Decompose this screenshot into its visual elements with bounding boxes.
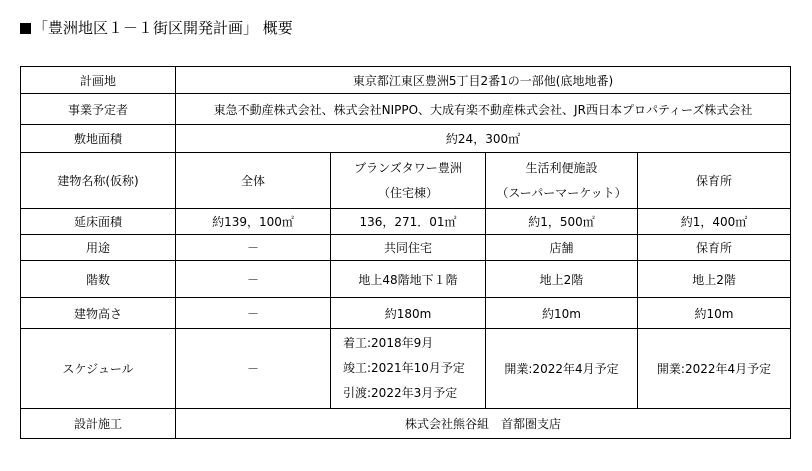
table-row-builder [21,409,791,439]
use-nursery: 保育所 [638,235,791,261]
row-label-site: 計画地 [21,67,176,94]
building-name-nursery: 保育所 [638,153,791,209]
schedule-tower [331,329,486,409]
row-label-builder: 設計施工 [21,409,176,439]
use-all: － [176,235,331,261]
table-row-developer [21,94,791,125]
height-facility: 約10m [486,298,638,329]
use-tower: 共同住宅 [331,235,486,261]
page-heading [20,18,293,38]
use-facility: 店舗 [486,235,638,261]
building-name-facility-line2: （スーパーマーケット） [496,185,627,200]
height-tower: 約180m [331,298,486,329]
schedule-all: － [176,329,331,409]
building-name-tower-line2: （住宅棟） [377,185,438,200]
building-name-tower-line1: ブランズタワー豊洲 [354,160,462,175]
row-label-schedule: スケジュール [21,329,176,409]
floors-tower: 地上48階地下１階 [331,261,486,298]
floors-facility: 地上2階 [486,261,638,298]
square-bullet-icon [20,23,31,34]
building-name-all: 全体 [176,153,331,209]
building-name-tower [331,153,486,209]
floor-area-tower: 136，271．01㎡ [331,209,486,235]
table-row-site-area [21,125,791,153]
row-label-floors: 階数 [21,261,176,298]
site-value: 東京都江東区豊洲5丁目2番1の一部他(底地地番) [176,67,791,94]
project-summary-table [20,66,791,439]
floor-area-nursery: 約1，400㎡ [638,209,791,235]
table-row-schedule [21,329,791,409]
table-row-use [21,235,791,261]
floors-nursery: 地上2階 [638,261,791,298]
schedule-tower-start: 着工:2018年9月 [343,336,434,350]
table-row-floors [21,261,791,298]
row-label-use: 用途 [21,235,176,261]
height-all: － [176,298,331,329]
floor-area-all: 約139，100㎡ [176,209,331,235]
table-row-site [21,67,791,94]
table-row-building-name [21,153,791,209]
floor-area-facility: 約1，500㎡ [486,209,638,235]
row-label-developer: 事業予定者 [21,94,176,125]
schedule-tower-handover: 引渡:2022年3月予定 [343,386,458,400]
height-nursery: 約10m [638,298,791,329]
builder-value: 株式会社熊谷組 首都圏支店 [176,409,791,439]
page-title: 「豊洲地区１－１街区開発計画」 概要 [33,19,293,37]
site-area-value: 約24，300㎡ [176,125,791,153]
row-label-floor-area: 延床面積 [21,209,176,235]
table-row-height [21,298,791,329]
table-row-floor-area [21,209,791,235]
floors-all: － [176,261,331,298]
schedule-nursery: 開業:2022年4月予定 [638,329,791,409]
developer-value: 東急不動産株式会社、株式会社NIPPO、大成有楽不動産株式会社、JR西日本プロパティーズ株式会社 [176,94,791,125]
schedule-tower-completion: 竣工:2021年10月予定 [343,361,465,375]
row-label-height: 建物高さ [21,298,176,329]
building-name-facility-line1: 生活利便施設 [525,160,598,175]
row-label-building-name: 建物名称(仮称) [21,153,176,209]
row-label-site-area: 敷地面積 [21,125,176,153]
schedule-facility: 開業:2022年4月予定 [486,329,638,409]
building-name-facility [486,153,638,209]
